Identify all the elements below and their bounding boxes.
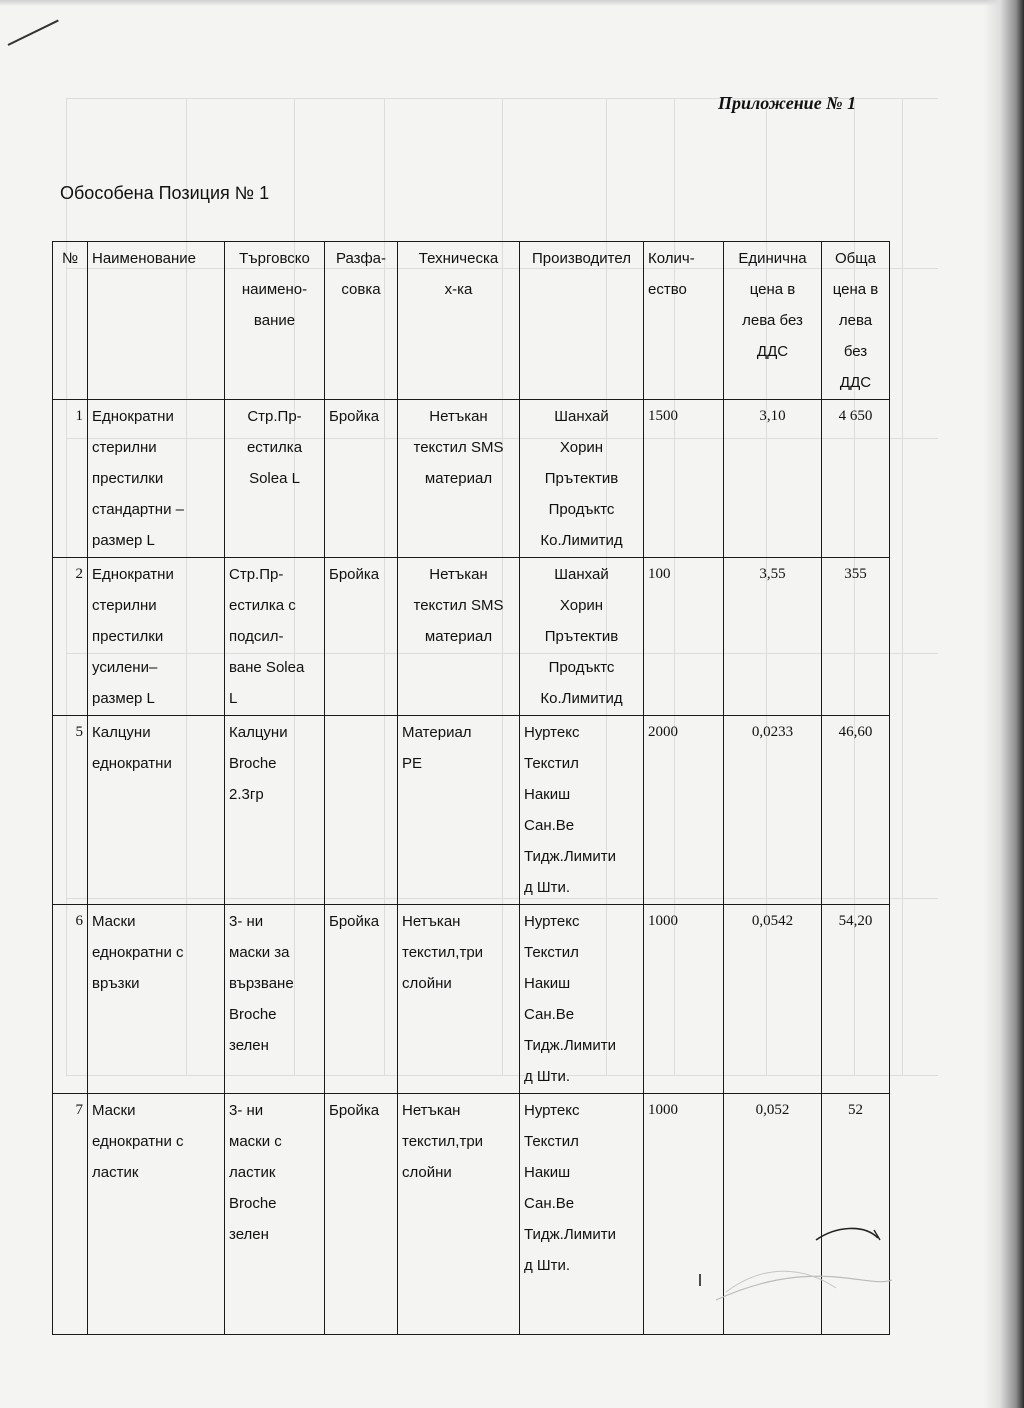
col-header-number: № <box>53 242 88 400</box>
cell-trade-name: Стр.Пр- естилка Solea L <box>225 400 325 558</box>
table-header-row <box>53 242 890 400</box>
cell-quantity: 1000 <box>644 905 724 1094</box>
col-header-packaging: Разфа- совка <box>325 242 398 400</box>
cell-packaging: Бройка <box>325 400 398 558</box>
cell-quantity: 2000 <box>644 716 724 905</box>
cell-tech-spec: Нетъкан текстил,три слойни <box>398 905 520 1094</box>
scan-right-edge <box>984 0 1024 1408</box>
cell-total-price: 52 <box>822 1094 890 1335</box>
cell-manufacturer: Нуртекс Текстил Накиш Сан.Ве Тидж.Лимити д Шти. <box>520 1094 644 1335</box>
cell-trade-name: 3- ни маски с ластик Broche зелен <box>225 1094 325 1335</box>
cell-name: Калцуни еднократни <box>88 716 225 905</box>
col-header-name: Наименование <box>88 242 225 400</box>
table-row <box>53 558 890 716</box>
cell-trade-name: Стр.Пр- естилка с подсил- ване Solea L <box>225 558 325 716</box>
col-header-quantity: Колич- ество <box>644 242 724 400</box>
table-row <box>53 1094 890 1335</box>
col-header-trade-name: Търговско наимено- вание <box>225 242 325 400</box>
cell-number: 7 <box>53 1094 88 1335</box>
cell-number: 1 <box>53 400 88 558</box>
scan-top-edge <box>0 0 1024 6</box>
col-header-unit-price: Единична цена в лева без ДДС <box>724 242 822 400</box>
cell-packaging: Бройка <box>325 558 398 716</box>
cell-packaging: Бройка <box>325 905 398 1094</box>
pen-stroke-mark <box>8 20 59 46</box>
cell-unit-price: 0,0233 <box>724 716 822 905</box>
cell-quantity: 1500 <box>644 400 724 558</box>
appendix-title: Приложение № 1 <box>718 93 857 113</box>
cell-packaging: Бройка <box>325 1094 398 1335</box>
specification-table <box>52 241 890 1335</box>
cell-quantity: 1000 <box>644 1094 724 1335</box>
cell-total-price: 355 <box>822 558 890 716</box>
cell-unit-price: 3,10 <box>724 400 822 558</box>
cell-unit-price: 0,0542 <box>724 905 822 1094</box>
cell-total-price: 46,60 <box>822 716 890 905</box>
cell-number: 2 <box>53 558 88 716</box>
cell-quantity: 100 <box>644 558 724 716</box>
cell-tech-spec: Нетъкан текстил SMS материал <box>398 400 520 558</box>
cell-name: Маски еднократни с ластик <box>88 1094 225 1335</box>
cell-unit-price: 3,55 <box>724 558 822 716</box>
table-row <box>53 905 890 1094</box>
cell-name: Маски еднократни с връзки <box>88 905 225 1094</box>
cell-name: Еднократни стерилни престилки усилени– размер L <box>88 558 225 716</box>
cell-manufacturer: Шанхай Хорин Прътектив Продъктс Ко.Лимитид <box>520 558 644 716</box>
cell-trade-name: 3- ни маски за вързване Broche зелен <box>225 905 325 1094</box>
cell-number: 5 <box>53 716 88 905</box>
col-header-manufacturer: Производител <box>520 242 644 400</box>
cell-manufacturer: Нуртекс Текстил Накиш Сан.Ве Тидж.Лимити д Шти. <box>520 716 644 905</box>
cell-total-price: 4 650 <box>822 400 890 558</box>
cell-packaging <box>325 716 398 905</box>
cell-manufacturer: Шанхай Хорин Прътектив Продъктс Ко.Лимитид <box>520 400 644 558</box>
cell-tech-spec: Нетъкан текстил SMS материал <box>398 558 520 716</box>
col-header-tech-spec: Техническа х-ка <box>398 242 520 400</box>
cell-manufacturer: Нуртекс Текстил Накиш Сан.Ве Тидж.Лимити д Шти. <box>520 905 644 1094</box>
table-row <box>53 400 890 558</box>
cell-tech-spec: Материал PE <box>398 716 520 905</box>
cell-total-price: 54,20 <box>822 905 890 1094</box>
cell-unit-price: 0,052 <box>724 1094 822 1335</box>
cell-trade-name: Калцуни Broche 2.3гр <box>225 716 325 905</box>
cell-tech-spec: Нетъкан текстил,три слойни <box>398 1094 520 1335</box>
col-header-total-price: Обща цена в лева без ДДС <box>822 242 890 400</box>
position-title: Обособена Позиция № 1 <box>60 183 270 203</box>
table-row <box>53 716 890 905</box>
cell-number: 6 <box>53 905 88 1094</box>
cell-name: Еднократни стерилни престилки стандартни – размер L <box>88 400 225 558</box>
